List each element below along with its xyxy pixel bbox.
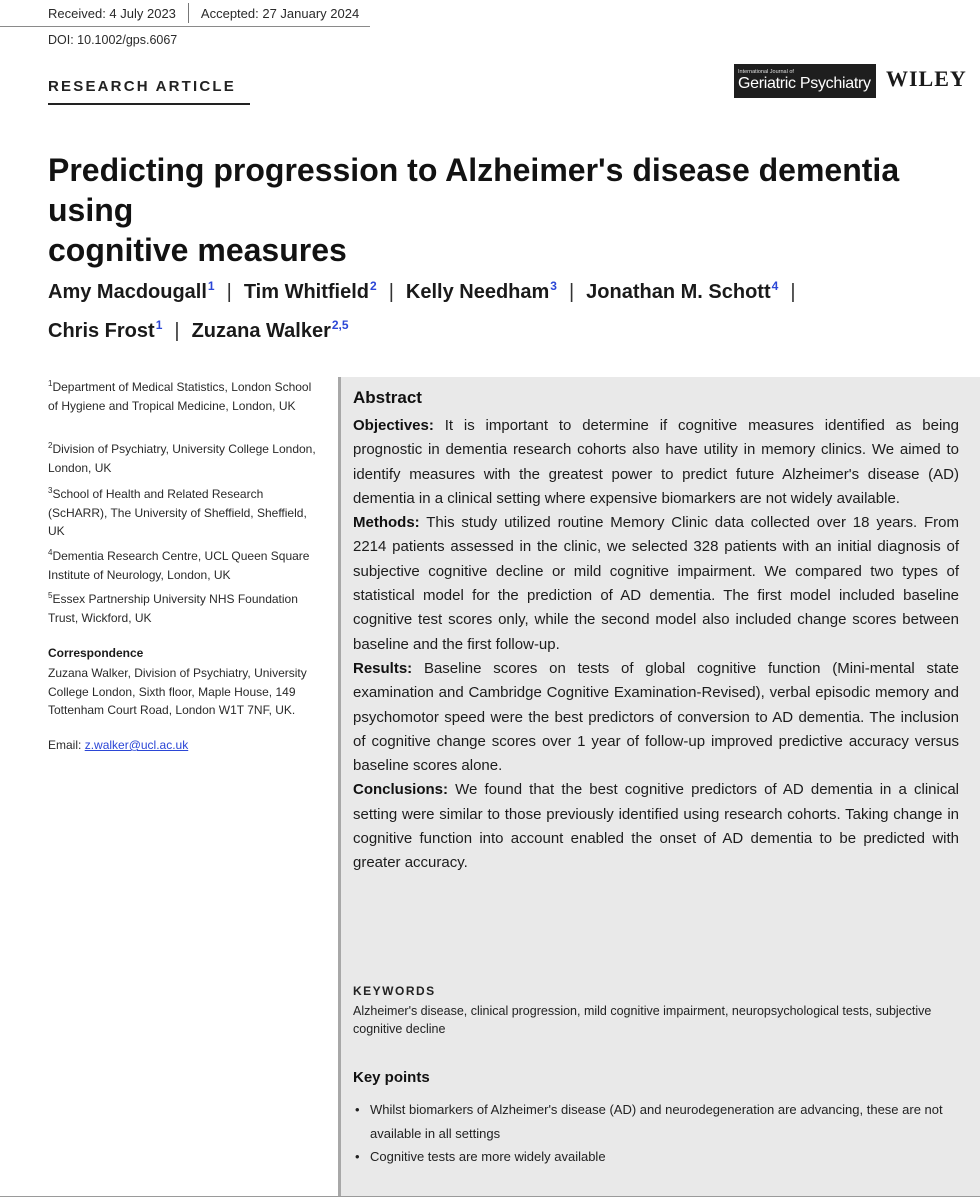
key-point-text: Whilst biomarkers of Alzheimer's disease (AD) and neurodegeneration are advancing, these are not available in all settings (370, 1102, 943, 1141)
journal-logo-prefix: International Journal of (738, 69, 794, 75)
title-line-2: cognitive measures (48, 232, 347, 268)
author-separator: | (790, 281, 796, 303)
author-separator: | (568, 281, 575, 303)
abstract-conclusions (353, 778, 959, 875)
affiliation-text: Essex Partnership University NHS Foundation Trust, Wickford, UK (48, 592, 298, 625)
author-affiliation-ref[interactable]: 2 (370, 279, 377, 293)
affiliation (48, 587, 318, 627)
correspondence-email-line (48, 738, 188, 752)
affiliation-text: Division of Psychiatry, University College London, London, UK (48, 442, 316, 475)
affiliation-number: 2 (48, 441, 53, 450)
accepted-date: Accepted: 27 January 2024 (200, 5, 360, 21)
author-name: Kelly Needham (405, 281, 550, 303)
affiliation-text: School of Health and Related Research (ScHARR), The University of Sheffield, Sheffield, UK (48, 487, 307, 538)
author-affiliation-ref[interactable]: 1 (207, 279, 215, 293)
key-points-list (353, 1098, 963, 1169)
bullet-icon: • (355, 1102, 360, 1117)
author-affiliation-ref[interactable]: 1 (155, 318, 163, 332)
methods-text: This study utilized routine Memory Clinic data collected over 18 years. From 2214 patients assessed in the clinic, we selected 328 patients with an initial diagnosis of subjective cognitive decline or mild cognitive impairment. We compared two types of statistical model for the prediction of AD dementia. The first model included baseline cognitive test scores only, while the second model also included change scores between baseline and the first follow-up. (353, 514, 959, 653)
abstract-objectives (353, 414, 959, 511)
bullet-icon: • (355, 1149, 360, 1164)
author-affiliation-ref[interactable]: 4 (771, 279, 779, 293)
conclusions-text: We found that the best cognitive predictors of AD dementia in a clinical setting were similar to those previously identified using research cohorts. Taking change in cognitive function into account enabled the onset of AD dementia to be predicted with greater accuracy. (353, 781, 959, 872)
author-affiliation-ref[interactable]: 2,5 (331, 318, 349, 332)
affiliation-number: 5 (48, 591, 53, 600)
header-rule (0, 26, 370, 27)
results-label: Results: (353, 659, 413, 677)
journal-logo-name: Geriatric Psychiatry (738, 75, 871, 92)
author-separator: | (388, 281, 394, 303)
key-point-text: Cognitive tests are more widely available (370, 1149, 606, 1164)
abstract-body (353, 414, 959, 876)
key-points-heading: Key points (353, 1069, 430, 1086)
article-type-underline (48, 103, 250, 105)
author-separator: | (174, 320, 180, 342)
journal-logo (734, 64, 876, 98)
affiliation (48, 375, 318, 415)
title-line-1: Predicting progression to Alzheimer's disease dementia using (48, 152, 900, 228)
received-date: Received: 4 July 2023 (48, 5, 176, 21)
correspondence-heading: Correspondence (48, 646, 144, 660)
author-name: Zuzana Walker (191, 320, 331, 342)
methods-label: Methods: (353, 514, 420, 532)
publisher-logo: WILEY (886, 66, 967, 91)
author-affiliation-ref[interactable]: 3 (550, 279, 557, 293)
affiliation-number: 3 (48, 486, 53, 495)
abstract-results (353, 657, 959, 778)
results-text: Baseline scores on tests of global cognitive function (Mini-mental state examination and Cambridge Cognitive Examination-Revised), verbal episodic memory and psychomotor speed were the best predictors of conversion to AD dementia. The inclusion of cognitive change scores over 1 year of follow-up improved predictive accuracy versus baseline scores alone. (353, 659, 960, 775)
affiliation (48, 482, 318, 541)
affiliation-number: 1 (48, 379, 53, 388)
paper-title (48, 150, 968, 270)
keywords-text: Alzheimer's disease, clinical progression, mild cognitive impairment, neuropsychological tests, subjective cognitive decline (353, 1004, 932, 1036)
key-point-item (353, 1098, 963, 1145)
abstract-methods (353, 511, 959, 657)
abstract-heading: Abstract (353, 388, 422, 407)
objectives-label: Objectives: (353, 417, 434, 434)
keywords-heading: KEYWORDS (353, 984, 436, 998)
author-separator: | (226, 281, 232, 303)
article-type: RESEARCH ARTICLE (48, 78, 236, 95)
objectives-text: It is important to determine if cognitive measures identified as being prognostic in dementia research cohorts also have utility in memory clinics. We aimed to identify measures with the greatest power to predict future Alzheimer's disease (AD) dementia in a clinical setting where expensive biomarkers are not widely available. (353, 417, 959, 507)
author-name: Jonathan M. Schott (586, 281, 771, 303)
affiliation-text: Dementia Research Centre, UCL Queen Square Institute of Neurology, London, UK (48, 549, 310, 582)
email-link[interactable]: z.walker@ucl.ac.uk (84, 738, 189, 752)
footer-rule (0, 1196, 980, 1197)
affiliation-text: Department of Medical Statistics, London School of Hygiene and Tropical Medicine, London, UK (48, 380, 312, 413)
correspondence-address: Zuzana Walker, Division of Psychiatry, University College London, Sixth floor, Maple House, 149 Tottenham Court Road, London W1T 7NF, UK. (48, 666, 307, 717)
conclusions-label: Conclusions: (353, 781, 449, 799)
key-point-item (353, 1145, 963, 1169)
affiliation (48, 544, 318, 584)
doi: DOI: 10.1002/gps.6067 (48, 33, 178, 47)
author-list (48, 270, 968, 348)
affiliation-number: 4 (48, 548, 53, 557)
author-name: Amy Macdougall (48, 281, 207, 303)
dates-bar (0, 2, 400, 24)
affiliation (48, 437, 318, 477)
author-name: Tim Whitfield (243, 281, 369, 303)
email-label: Email: (48, 738, 82, 752)
author-name: Chris Frost (48, 320, 155, 342)
